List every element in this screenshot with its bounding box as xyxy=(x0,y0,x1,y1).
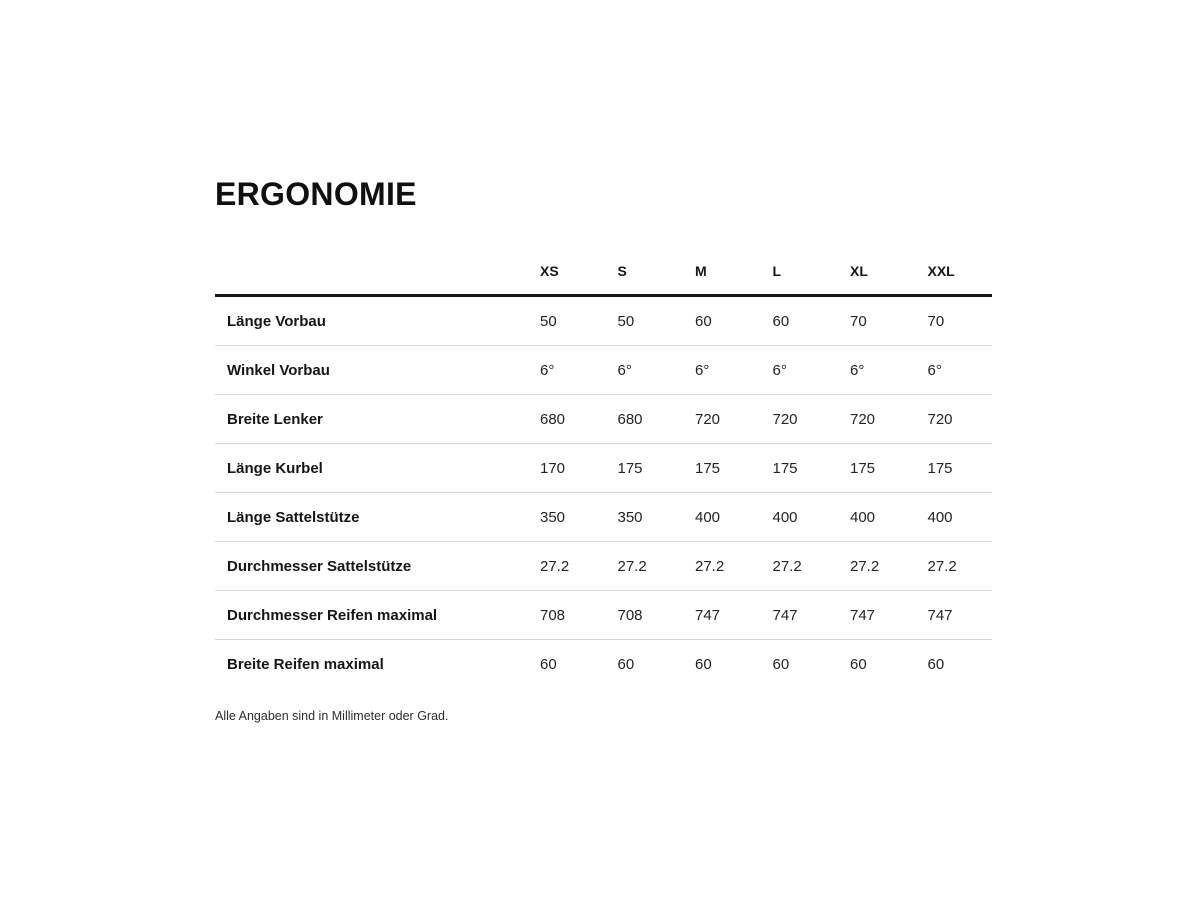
row-value-xl: 60 xyxy=(850,655,867,673)
row-value-m: 175 xyxy=(695,459,721,477)
table-row-winkel-vorbau xyxy=(215,346,992,395)
row-value-xxl: 6° xyxy=(927,361,942,379)
row-label: Durchmesser Reifen maximal xyxy=(227,606,438,624)
size-header-m: M xyxy=(695,263,707,279)
row-value-xl: 70 xyxy=(850,312,867,330)
row-value-s: 708 xyxy=(617,606,643,624)
row-value-m: 6° xyxy=(695,361,710,379)
row-value-xl: 27.2 xyxy=(850,557,880,575)
row-value-xs: 6° xyxy=(540,361,555,379)
ergonomics-table xyxy=(215,248,992,688)
row-value-xxl: 70 xyxy=(927,312,945,330)
row-value-l: 747 xyxy=(772,606,798,624)
row-value-xl: 747 xyxy=(850,606,876,624)
row-label: Länge Kurbel xyxy=(227,459,323,477)
units-footnote: Alle Angaben sind in Millimeter oder Grad. xyxy=(215,709,449,723)
row-value-xs: 170 xyxy=(540,459,566,477)
size-header-xxl: XXL xyxy=(927,263,955,279)
row-value-l: 175 xyxy=(772,459,798,477)
row-value-xs: 60 xyxy=(540,655,557,673)
size-header-l: L xyxy=(772,263,782,279)
table-row-breite-reifen-maximal xyxy=(215,640,992,688)
row-value-xl: 175 xyxy=(850,459,876,477)
row-value-xs: 27.2 xyxy=(540,557,570,575)
table-row-laenge-sattelstuetze xyxy=(215,493,992,542)
row-label: Breite Lenker xyxy=(227,410,323,428)
row-value-m: 400 xyxy=(695,508,721,526)
row-value-xl: 400 xyxy=(850,508,876,526)
size-header-row xyxy=(215,248,992,297)
size-header-xs: XS xyxy=(540,263,559,279)
row-value-xxl: 175 xyxy=(927,459,953,477)
row-value-m: 747 xyxy=(695,606,721,624)
row-value-l: 60 xyxy=(772,312,790,330)
row-value-xxl: 27.2 xyxy=(927,557,957,575)
row-value-s: 175 xyxy=(617,459,643,477)
row-value-xxl: 747 xyxy=(927,606,953,624)
table-row-durchmesser-reifen-maximal xyxy=(215,591,992,640)
size-header-xl: XL xyxy=(850,263,868,279)
row-value-s: 6° xyxy=(617,361,632,379)
row-value-s: 350 xyxy=(617,508,643,526)
row-value-s: 27.2 xyxy=(617,557,647,575)
row-value-xs: 50 xyxy=(540,312,557,330)
ergonomics-section xyxy=(215,178,992,724)
row-label: Breite Reifen maximal xyxy=(227,655,384,673)
row-value-m: 60 xyxy=(695,655,712,673)
row-value-xs: 350 xyxy=(540,508,566,526)
row-value-s: 60 xyxy=(617,655,635,673)
row-value-xxl: 60 xyxy=(927,655,945,673)
row-value-xl: 720 xyxy=(850,410,876,428)
table-row-laenge-kurbel xyxy=(215,444,992,493)
row-value-s: 680 xyxy=(617,410,643,428)
row-value-l: 720 xyxy=(772,410,798,428)
row-value-m: 27.2 xyxy=(695,557,725,575)
row-label: Winkel Vorbau xyxy=(227,361,330,379)
row-value-l: 27.2 xyxy=(772,557,802,575)
row-value-xs: 708 xyxy=(540,606,566,624)
row-label: Länge Vorbau xyxy=(227,312,326,330)
size-header-s: S xyxy=(617,263,627,279)
row-value-l: 6° xyxy=(772,361,787,379)
table-row-durchmesser-sattelstuetze xyxy=(215,542,992,591)
row-value-m: 60 xyxy=(695,312,712,330)
row-value-m: 720 xyxy=(695,410,721,428)
row-value-s: 50 xyxy=(617,312,635,330)
row-value-l: 60 xyxy=(772,655,790,673)
row-value-xxl: 720 xyxy=(927,410,953,428)
row-value-l: 400 xyxy=(772,508,798,526)
section-title: ERGONOMIE xyxy=(215,176,417,212)
table-row-laenge-vorbau xyxy=(215,297,992,346)
table-row-breite-lenker xyxy=(215,395,992,444)
row-value-xxl: 400 xyxy=(927,508,953,526)
row-value-xs: 680 xyxy=(540,410,566,428)
row-value-xl: 6° xyxy=(850,361,865,379)
row-label: Durchmesser Sattelstütze xyxy=(227,557,412,575)
row-label: Länge Sattelstütze xyxy=(227,508,360,526)
